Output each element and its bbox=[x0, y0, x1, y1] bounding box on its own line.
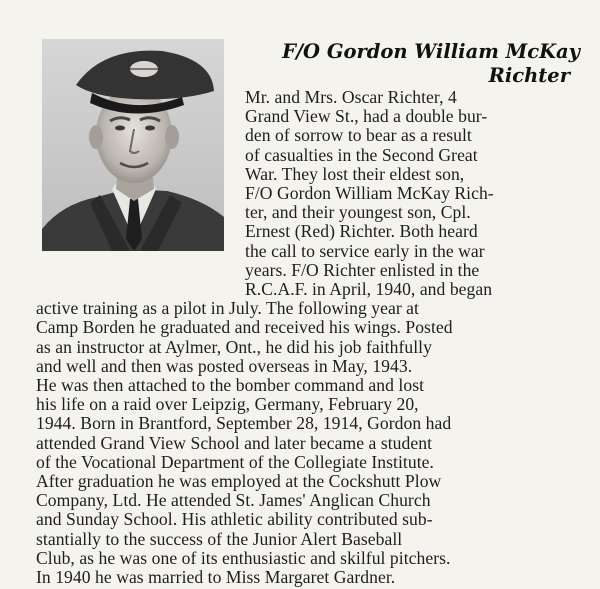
body-line: Mr. and Mrs. Oscar Richter, 4 bbox=[245, 87, 457, 107]
body-line: In 1940 he was married to Miss Margaret Gardner. bbox=[36, 567, 396, 587]
title-line-2: Richter bbox=[488, 64, 570, 87]
body-line: and Sunday School. His athletic ability contributed sub- bbox=[36, 509, 433, 530]
body-line: F/O Gordon William McKay Rich- bbox=[245, 183, 494, 203]
body-line: the call to service early in the war bbox=[245, 240, 485, 261]
body-line: and well and then was posted overseas in May, 1943. bbox=[36, 355, 413, 376]
body-line: Company, Ltd. He attended St. James' Anglican Church bbox=[36, 490, 431, 511]
body-line: Ernest (Red) Richter. Both heard bbox=[245, 221, 478, 242]
body-line: 1944. Born in Brantford, September 28, 1914, Gordon had bbox=[36, 413, 452, 434]
body-line: War. They lost their eldest son, bbox=[245, 163, 465, 184]
body-line: as an instructor at Aylmer, Ont., he did his job faithfully bbox=[36, 336, 432, 357]
body-line: of the Vocational Department of the Collegiate Institute. bbox=[36, 451, 434, 472]
body-line: Camp Borden he graduated and received his wings. Posted bbox=[36, 317, 453, 338]
body-line: stantially to the success of the Junior Alert Baseball bbox=[36, 528, 403, 549]
article-title bbox=[236, 40, 580, 88]
body-line: attended Grand View School and later became a student bbox=[36, 432, 433, 453]
body-line: After graduation he was employed at the Cockshutt Plow bbox=[36, 471, 442, 491]
body-line: ter, and their youngest son, Cpl. bbox=[245, 202, 471, 223]
body-line: his life on a raid over Leipzig, Germany, February 20, bbox=[36, 394, 419, 415]
body-line: den of sorrow to bear as a result bbox=[245, 125, 472, 146]
body-line: R.C.A.F. in April, 1940, and began bbox=[245, 279, 493, 299]
body-line: Club, as he was one of its enthusiastic and skilful pitchers. bbox=[36, 547, 451, 568]
body-line: He was then attached to the bomber command and lost bbox=[36, 375, 425, 395]
body-line: Grand View St., had a double bur- bbox=[245, 106, 488, 127]
body-line: years. F/O Richter enlisted in the bbox=[245, 259, 480, 280]
portrait-photo bbox=[42, 39, 224, 251]
body-line: active training as a pilot in July. The following year at bbox=[36, 298, 419, 319]
title-line-1: F/O Gordon William McKay bbox=[282, 40, 580, 63]
body-line: of casualties in the Second Great bbox=[245, 144, 478, 165]
